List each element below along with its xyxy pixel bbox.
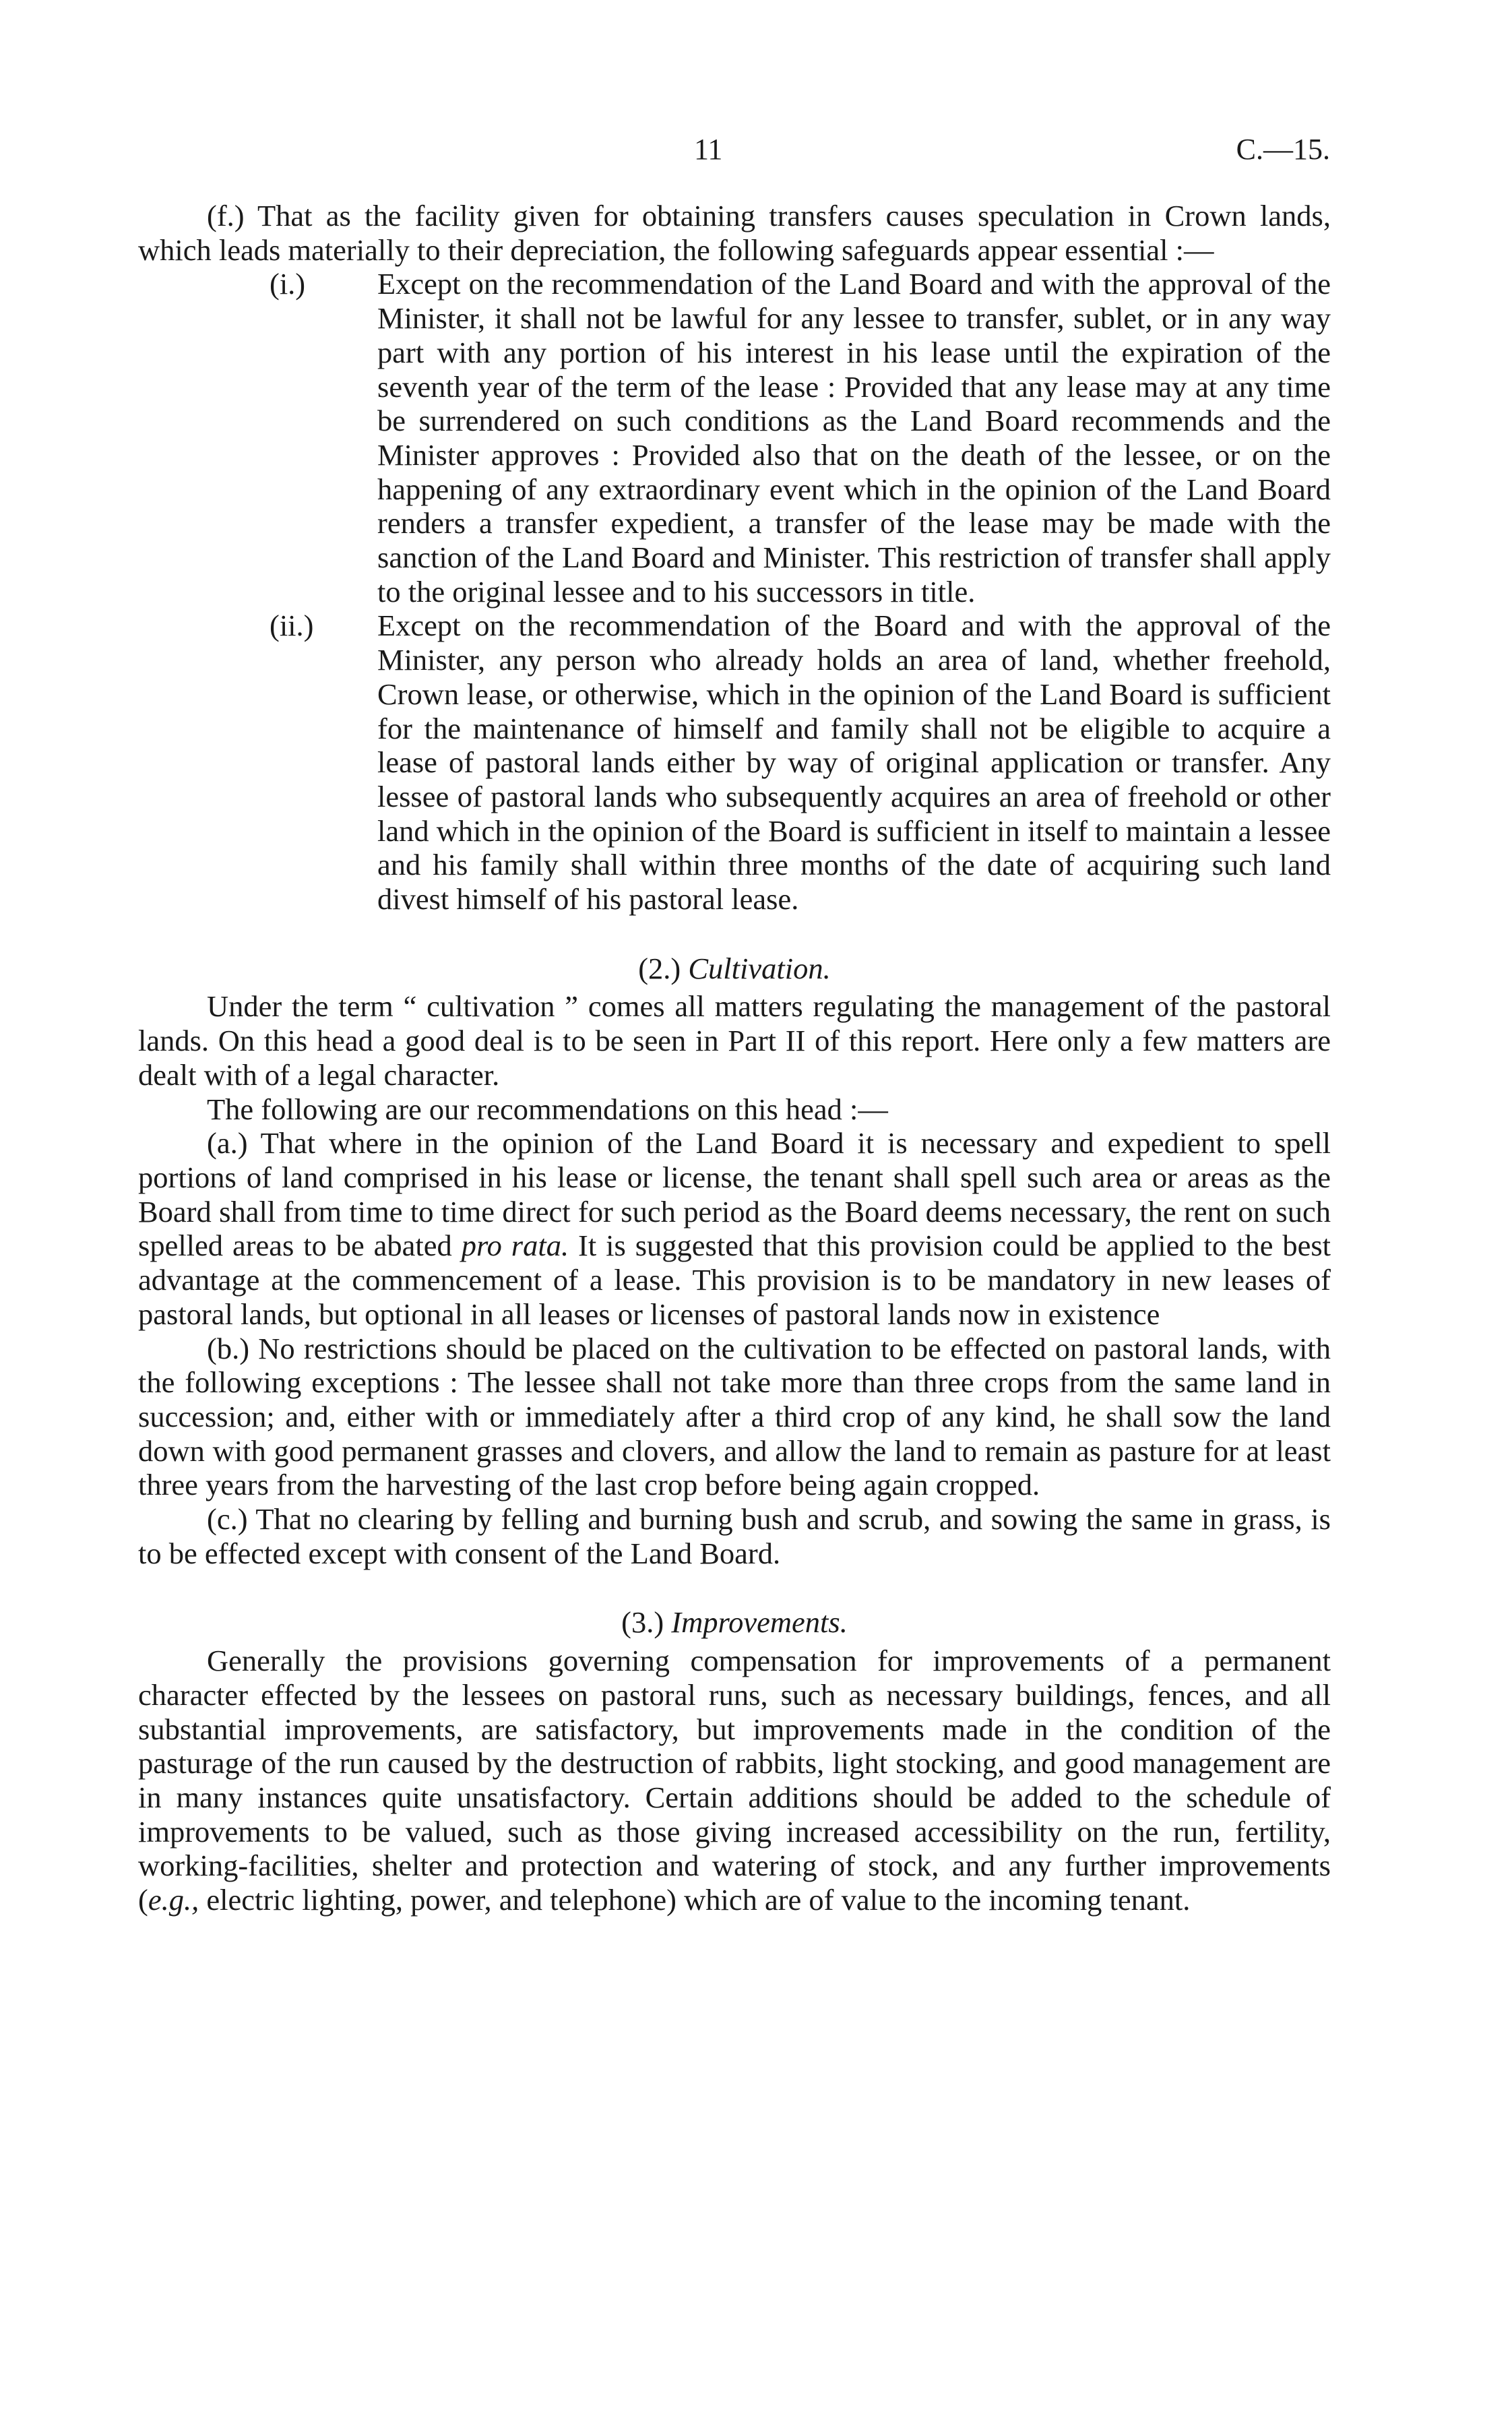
document-reference: C.—15.: [1236, 133, 1330, 166]
recommendation-b: [138, 1332, 1331, 1503]
recommendation-a: [138, 1126, 1331, 1331]
page-number: 11: [694, 133, 723, 166]
improvements-italic: e.g.,: [148, 1883, 199, 1917]
document-body: [138, 199, 1331, 1917]
section-f-label: (f.): [207, 199, 245, 232]
improvements-text-2: electric lighting, power, and telephone) which are of value to the incoming tenant.: [206, 1883, 1191, 1917]
section-f-intro: [138, 199, 1331, 267]
recommendation-c-label: (c.): [207, 1502, 248, 1537]
recommendation-a-text-2: It is suggested that this provision could be applied to the best advantage at the commencement of a lease. This provision is to be mandatory in new leases of pastoral lands, but optional in all leases or licenses of pastoral lands now in existence: [138, 1229, 1331, 1331]
improvements-text-1: Generally the provisions governing compensation for improvements of a permanent character effected by the lessees on pastoral runs, such as necessary buildings, fences, and all substantial improvements, are satisfactory, but improvements made in the condition of the pasturage of the run caused by the destruction of rabbits, light stocking, and good management are in many instances quite unsatisfactory. Certain additions should be added to the schedule of improvements to be valued, such as those giving increased accessibility on the run, fertility, working-facilities, shelter and protection and watering of stock, and any further improvements (: [138, 1644, 1331, 1917]
recommendation-a-text-1: That where in the opinion of the Land Board it is necessary and expedient to spell portions of land comprised in his lease or license, the tenant shall spell such area or areas as the Board shall from time to time direct for such period as the Board deems necessary, the rent on such spelled areas to be abated: [138, 1126, 1331, 1263]
recommendation-b-text: No restrictions should be placed on the cultivation to be effected on pastoral lands, with the following exceptions : The lessee shall not take more than three crops from the same land in succession; and, either with or immediately after a third crop of any kind, he shall sow the land down with good permanent grasses and clovers, and allow the land to remain as pasture for at least three years from the harvesting of the last crop before being again cropped.: [138, 1331, 1331, 1502]
recommendation-c-text: That no clearing by felling and burning bush and scrub, and sowing the same in grass, is to be effected except with consent of the Land Board.: [138, 1502, 1331, 1570]
section-f-intro-text: That as the facility given for obtaining transfers causes speculation in Crown lands, which leads materially to their depreciation, the following safeguards appear essential :—: [138, 199, 1331, 267]
item-text: Except on the recommendation of the Land Board and with the approval of the Minister, it shall not be lawful for any lessee to transfer, sublet, or in any way part with any portion of his interest in his lease until the expiration of the seventh year of the term of the lease : Provided that any lease may at any time be surrendered on such conditions as the Land Board recommends and the Minister approves : Provided also that on the death of the lessee, or on the happening of any extraordinary event which in the opinion of the Land Board renders a transfer expedient, a transfer of the lease may be made with the sanction of the Land Board and Minister. This restriction of transfer shall apply to the original lessee and to his successors in title.: [377, 267, 1331, 609]
improvements-para: [138, 1644, 1331, 1917]
cultivation-heading: [138, 952, 1331, 986]
cultivation-para-1: Under the term “ cultivation ” comes all matters regulating the management of the pastoral lands. On this head a good deal is to be seen in Part II of this report. Here only a few matters are dealt with of a legal character.: [138, 989, 1331, 1092]
item-number: (ii.): [270, 609, 314, 643]
improvements-heading: [138, 1605, 1331, 1640]
improvements-heading-title: Improvements.: [671, 1605, 848, 1640]
recommendation-a-italic: pro rata.: [461, 1229, 569, 1263]
cultivation-heading-num: (2.): [638, 951, 681, 985]
cultivation-para-2: The following are our recommendations on this head :—: [207, 1092, 888, 1126]
recommendation-c: [138, 1502, 1331, 1570]
improvements-heading-num: (3.): [621, 1605, 664, 1640]
recommendation-a-label: (a.): [207, 1126, 248, 1160]
page-header: [0, 132, 1512, 173]
recommendation-b-label: (b.): [207, 1331, 250, 1365]
item-number: (i.): [270, 267, 306, 301]
section-f-item-ii: [138, 609, 1331, 916]
section-f-item-i: [138, 267, 1331, 609]
item-text: Except on the recommendation of the Board and with the approval of the Minister, any person who already holds an area of land, whether freehold, Crown lease, or otherwise, which in the opinion of the Land Board is sufficient for the maintenance of himself and family shall not be eligible to acquire a lease of pastoral lands either by way of original application or transfer. Any lessee of pastoral lands who subsequently acquires an area of freehold or other land which in the opinion of the Board is sufficient in itself to maintain a lessee and his family shall within three months of the date of acquiring such land divest himself of his pastoral lease.: [377, 609, 1331, 917]
cultivation-heading-title: Cultivation.: [688, 951, 831, 985]
